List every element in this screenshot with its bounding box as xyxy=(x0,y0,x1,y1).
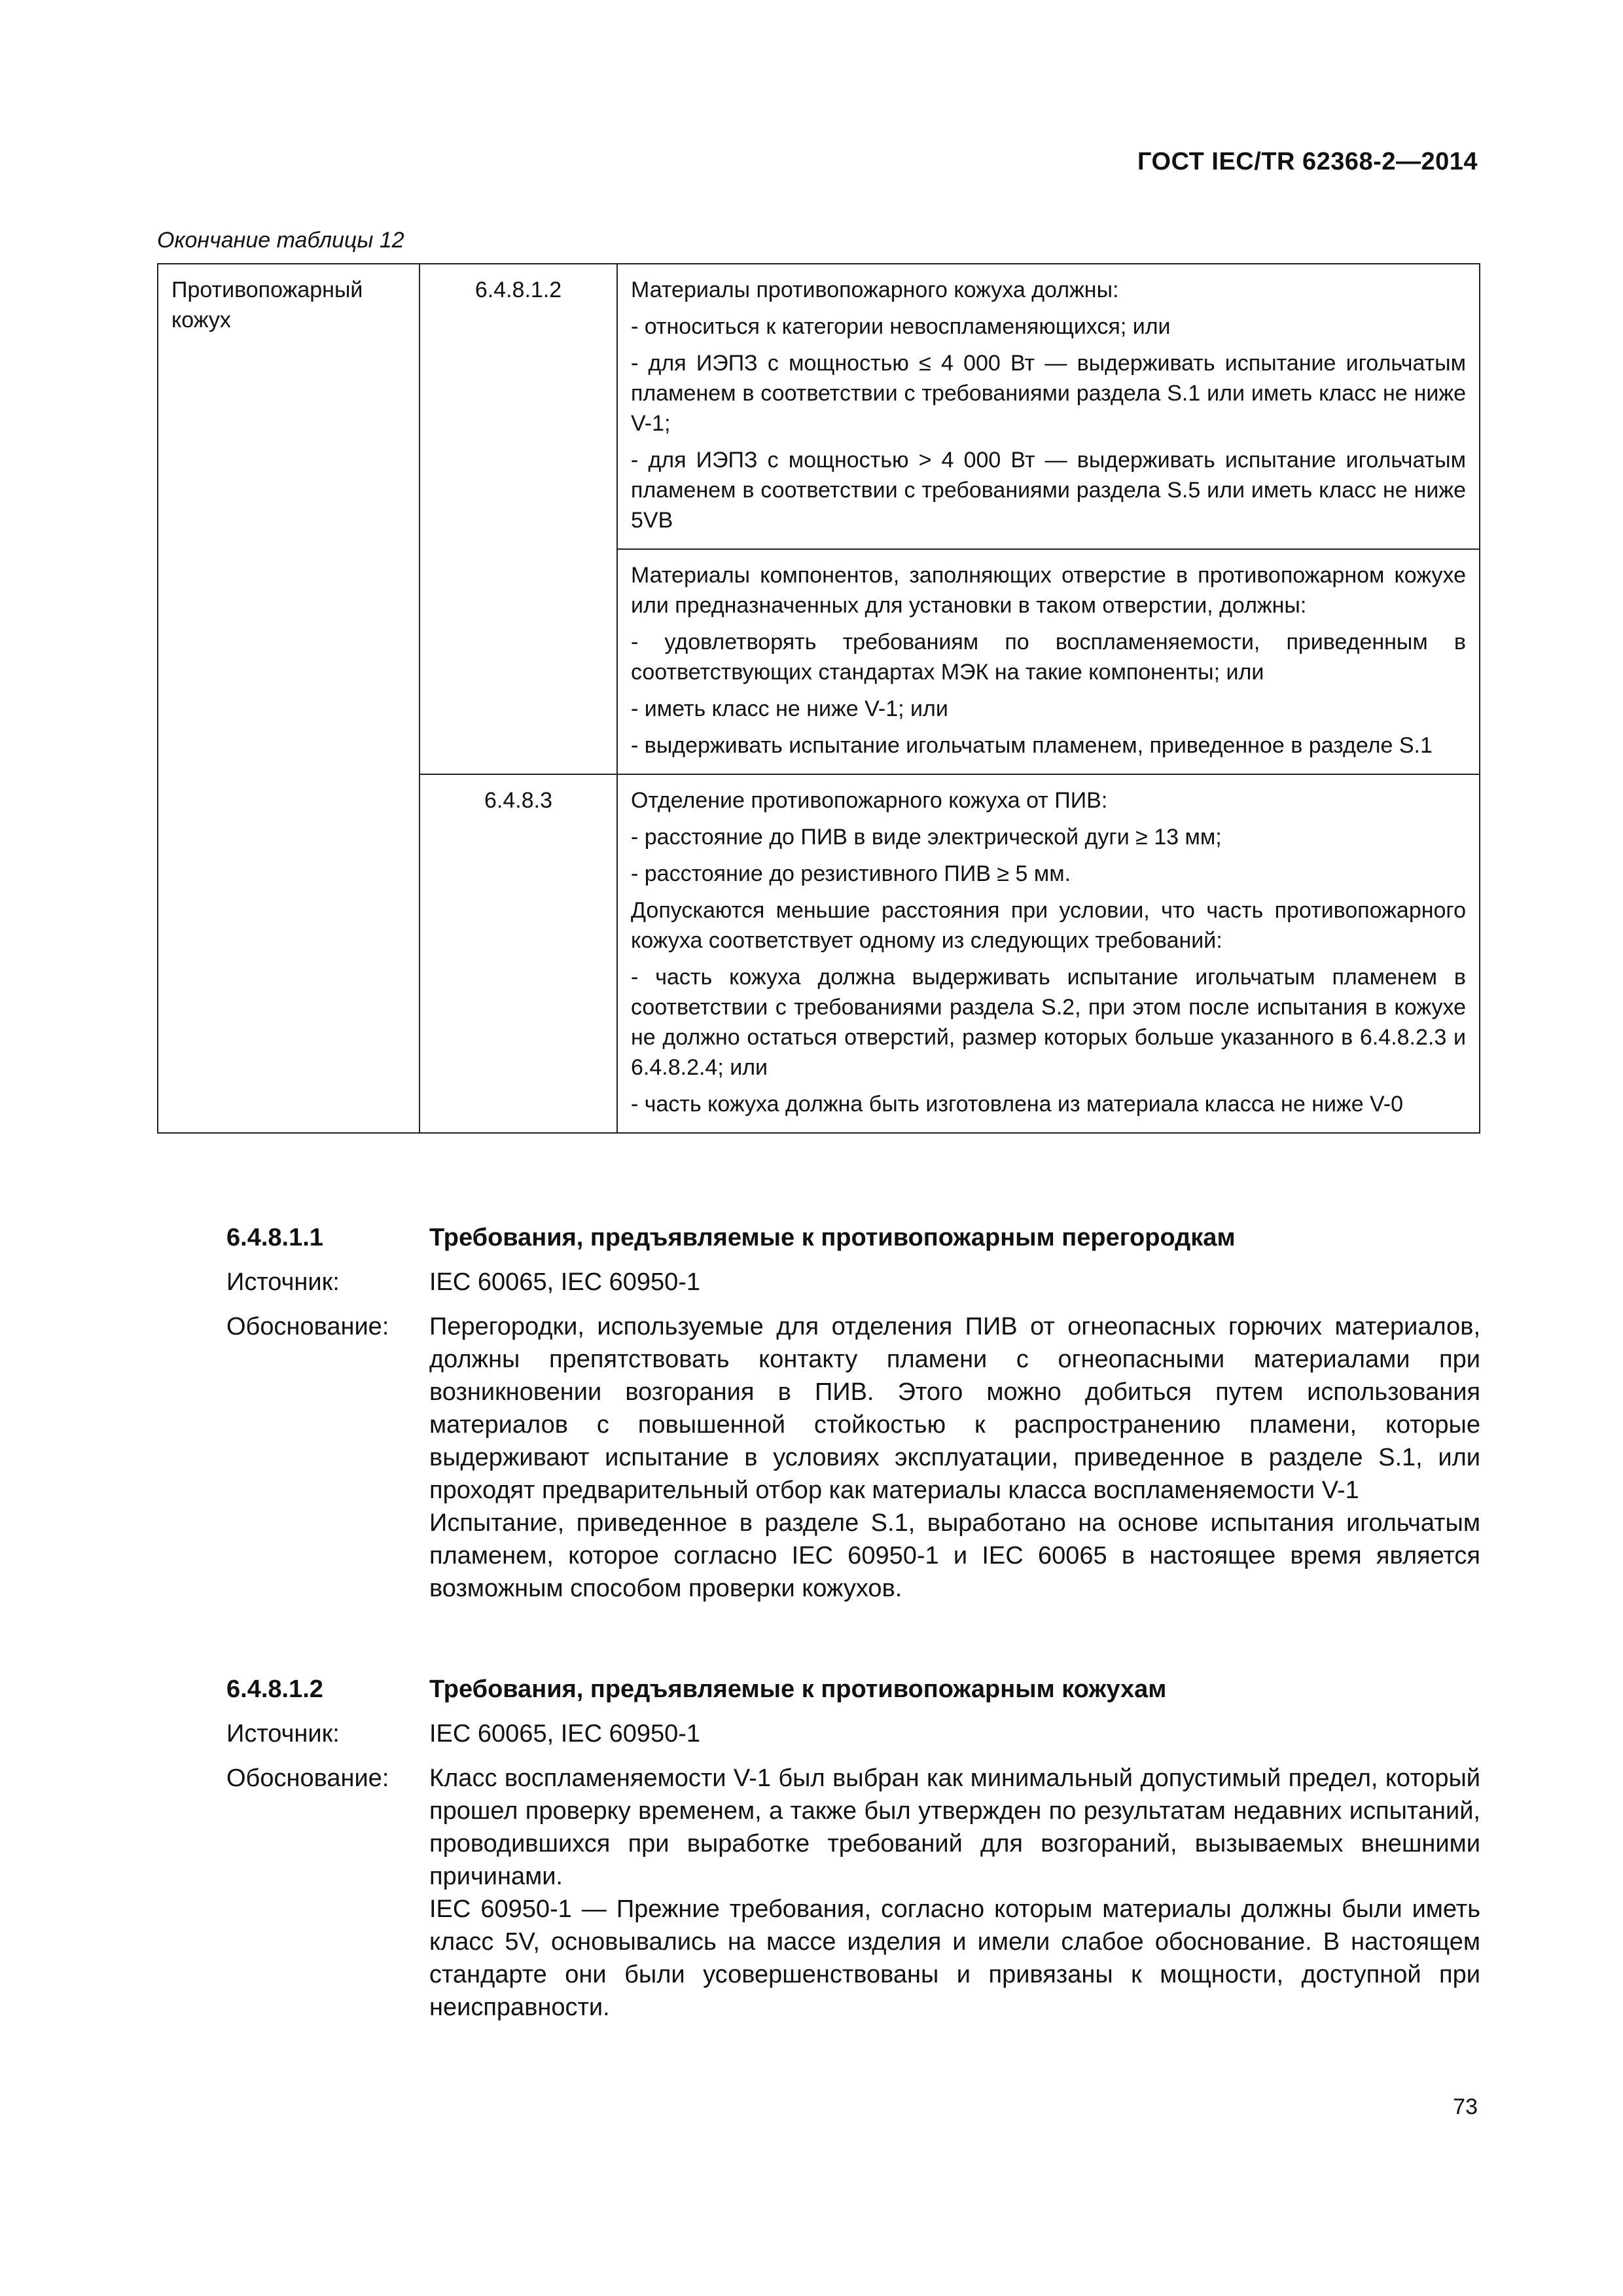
requirement-cell xyxy=(617,774,1480,1133)
requirement-item: - часть кожуха должна выдерживать испытание игольчатым пламенем в соответствии с требованиями раздела S.2, при этом после испытания в кожухе не должно остаться отверстий, размер которых больше указанного в 6.4.8.2.3 и 6.4.8.2.4; или xyxy=(631,965,1466,1080)
requirement-item: - расстояние до резистивного ПИВ ≥ 5 мм. xyxy=(631,861,1071,886)
part-cell: Противопожарный кожух xyxy=(158,264,419,1133)
requirement-cell xyxy=(617,549,1480,774)
section-title: Требования, предъявляемые к противопожарным кожухам xyxy=(429,1676,1167,1703)
source-value: IEC 60065, IEC 60950-1 xyxy=(429,1720,701,1748)
rationale-paragraph: IEC 60950-1 — Прежние требования, согласно которым материалы должны были иметь класс 5V, основывались на массе изделия и имели слабое обоснование. В настоящем стандарте они были усовершенствованы и привязаны к мощности, доступной при неисправности. xyxy=(429,1895,1480,2021)
section-title: Требования, предъявляемые к противопожарным перегородкам xyxy=(429,1224,1236,1251)
section-6-4-8-1-2 xyxy=(226,1673,1480,2036)
requirement-item: - для ИЭПЗ с мощностью > 4 000 Вт — выдерживать испытание игольчатым пламенем в соответствии с требованиями раздела S.5 или иметь класс не ниже 5VB xyxy=(631,448,1466,533)
requirement-item: - часть кожуха должна быть изготовлена из материала класса не ниже V-0 xyxy=(631,1092,1404,1117)
rationale-label: Обоснование: xyxy=(226,1313,389,1340)
requirement-item: Допускаются меньшие расстояния при условии, что часть противопожарного кожуха соответствует одному из следующих требований: xyxy=(631,898,1466,953)
requirement-item: - удовлетворять требованиям по воспламеняемости, приведенным в соответствующих стандартах МЭК на такие компоненты; или xyxy=(631,630,1466,685)
rationale-paragraph: Испытание, приведенное в разделе S.1, выработано на основе испытания игольчатым пламенем, которое согласно IEC 60950-1 и IEC 60065 в настоящее время является возможным способом проверки кожухов. xyxy=(429,1509,1480,1602)
source-label: Источник: xyxy=(226,1720,340,1748)
requirement-item: - расстояние до ПИВ в виде электрической дуги ≥ 13 мм; xyxy=(631,825,1222,850)
section-number: 6.4.8.1.1 xyxy=(226,1224,323,1251)
requirement-item: Материалы противопожарного кожуха должны: xyxy=(631,278,1119,302)
rationale-text xyxy=(429,1310,1480,1605)
rationale-paragraph: Перегородки, используемые для отделения ПИВ от огнеопасных горючих материалов, должны препятствовать контакту пламени с огнеопасными материалами при возникновении возгорания в ПИВ. Этого можно добиться путем использования материалов с повышенной стойкостью к распространению пламени, которые выдерживают испытание в условиях эксплуатации, приведенное в разделе S.1, или проходят предварительный отбор как материалы класса воспламеняемости V-1 xyxy=(429,1313,1480,1504)
source-value: IEC 60065, IEC 60950-1 xyxy=(429,1268,701,1296)
requirement-cell xyxy=(617,264,1480,549)
requirement-item: - выдерживать испытание игольчатым пламенем, приведенное в разделе S.1 xyxy=(631,733,1433,758)
rationale-paragraph: Класс воспламеняемости V-1 был выбран как минимальный допустимый предел, который прошел проверку временем, а также был утвержден по результатам недавних испытаний, проводившихся при выработке требований для возгораний, вызываемых внешними причинами. xyxy=(429,1765,1480,1890)
source-label: Источник: xyxy=(226,1268,340,1296)
requirements-table xyxy=(157,263,1480,1134)
table-row xyxy=(158,264,1480,549)
page-number: 73 xyxy=(1453,2094,1478,2119)
rationale-text xyxy=(429,1762,1480,2024)
requirement-item: - иметь класс не ниже V-1; или xyxy=(631,696,948,721)
requirement-item: Материалы компонентов, заполняющих отверстие в противопожарном кожухе или предназначенных для установки в таком отверстии, должны: xyxy=(631,563,1466,618)
rationale-label: Обоснование: xyxy=(226,1765,389,1792)
requirement-item: - для ИЭПЗ с мощностью ≤ 4 000 Вт — выдерживать испытание игольчатым пламенем в соответствии с требованиями раздела S.1 или иметь класс не ниже V-1; xyxy=(631,351,1466,436)
document-header: ГОСТ IEC/TR 62368-2—2014 xyxy=(1137,148,1478,175)
table-caption: Окончание таблицы 12 xyxy=(157,228,404,253)
requirement-item: Отделение противопожарного кожуха от ПИВ: xyxy=(631,788,1108,813)
requirement-item: - относиться к категории невоспламеняющихся; или xyxy=(631,314,1171,339)
clause-cell: 6.4.8.3 xyxy=(419,774,617,1133)
section-number: 6.4.8.1.2 xyxy=(226,1676,323,1703)
section-6-4-8-1-1 xyxy=(226,1221,1480,1617)
clause-cell: 6.4.8.1.2 xyxy=(419,264,617,774)
